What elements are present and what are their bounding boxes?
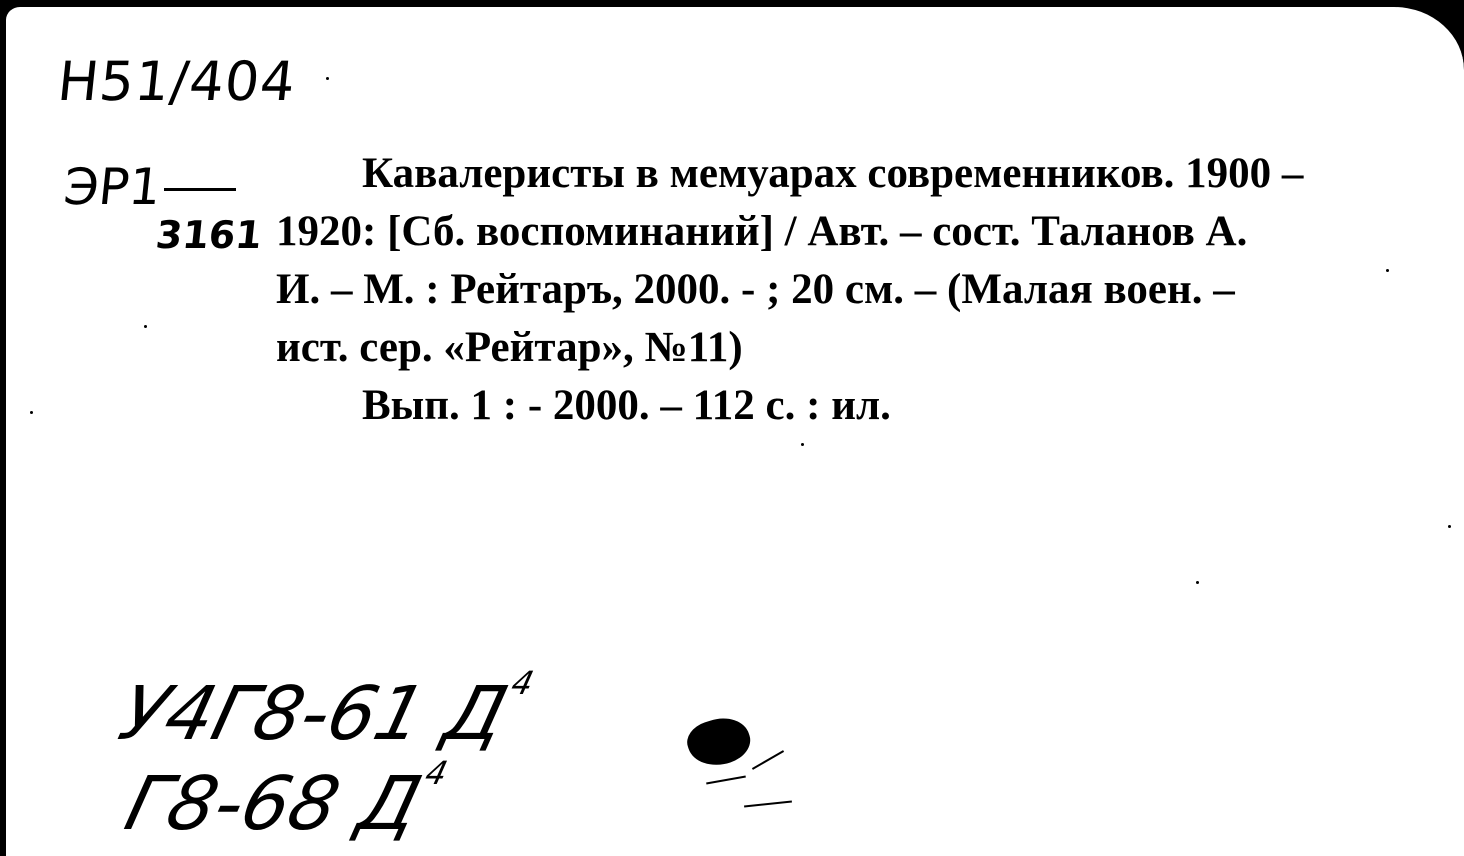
ink-blot — [682, 711, 755, 774]
class-code-2 — [117, 754, 452, 847]
class-code-1-text: У4Г8-61 Д — [111, 671, 516, 757]
entry-line-subtitle: 1920: [Сб. воспоминаний] / Авт. – сост. Таланов А. — [276, 208, 1248, 255]
paper-speck — [1448, 525, 1451, 528]
entry-line-volume: Вып. 1 : - 2000. – 112 с. : ил. — [362, 382, 891, 429]
ink-smudge — [744, 800, 792, 807]
class-code-2-text: Г8-68 Д — [117, 761, 430, 847]
entry-line-title: Кавалеристы в мемуарах современников. 1900 – — [362, 150, 1304, 197]
class-code-1 — [111, 664, 538, 757]
shelf-mark: Н51/404 — [54, 50, 299, 113]
fraction-top: ЭР1 — [60, 158, 164, 216]
ink-smudge — [752, 750, 784, 770]
class-code-2-sup: 4 — [421, 754, 452, 792]
paper-speck — [30, 411, 33, 414]
catalog-entry — [276, 145, 1416, 435]
paper-speck — [326, 77, 329, 80]
paper-speck — [144, 325, 147, 328]
entry-line-publisher: И. – М. : Рейтаръ, 2000. - ; 20 см. – (Малая воен. – — [276, 266, 1235, 313]
fraction-bottom: 3161 — [153, 213, 265, 257]
ink-smudge — [706, 776, 746, 785]
fraction-line — [164, 188, 236, 191]
paper-speck — [1386, 269, 1389, 272]
paper-speck — [801, 443, 804, 446]
entry-line-series: ист. сер. «Рейтар», №11) — [276, 324, 743, 371]
class-code-1-sup: 4 — [507, 664, 538, 702]
paper-speck — [1196, 581, 1199, 584]
